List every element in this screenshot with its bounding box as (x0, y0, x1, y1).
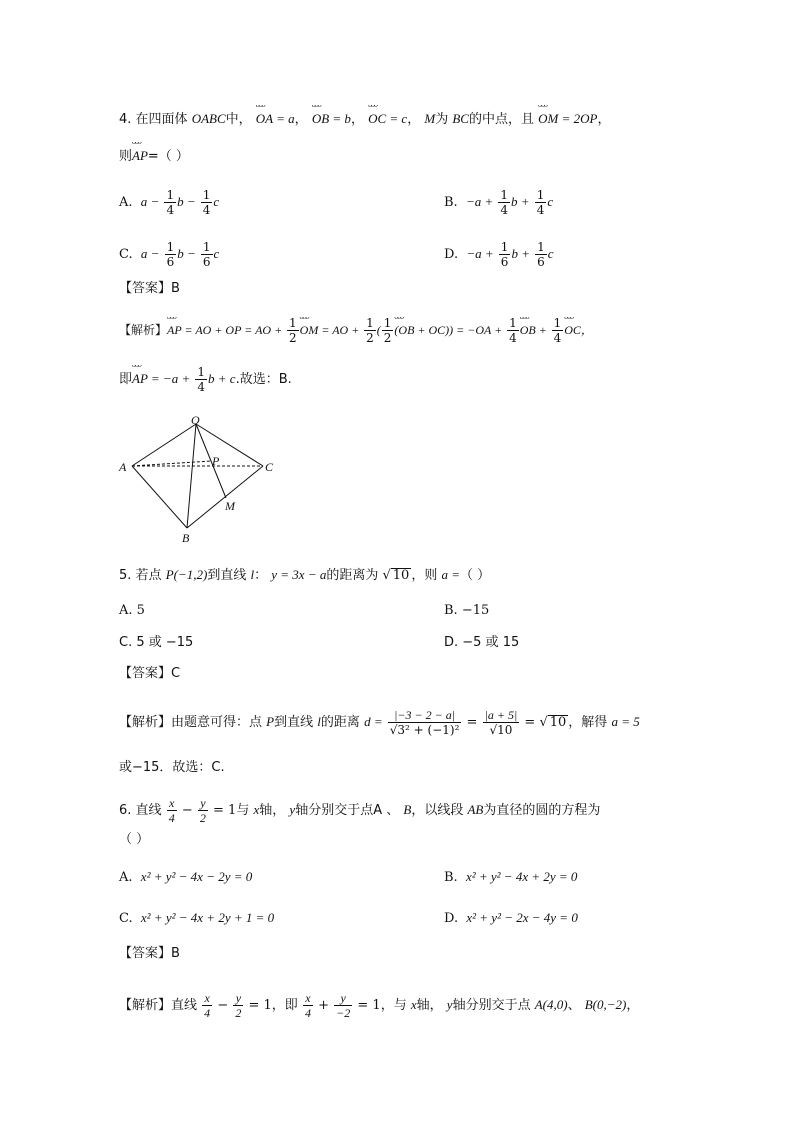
fraction: $\frac{1}{6}$ (166, 240, 175, 269)
q5-answer: 【答案】C (119, 666, 181, 681)
fraction: $\frac{x}{4}$ (204, 991, 211, 1020)
edge-BC (187, 466, 263, 528)
fraction: $\frac{y}{-2}$ (336, 991, 351, 1020)
fraction: $\frac{x}{4}$ (304, 991, 311, 1020)
edge-OB (187, 424, 196, 528)
fraction: $\frac{1}{6}$ (500, 240, 509, 269)
edge-OA (132, 424, 196, 466)
q5-analysis-line2: 或−15．故选：C. (119, 760, 225, 775)
fraction: $\frac{1}{2}$ (289, 316, 297, 345)
q6-analysis-line1: 【解析】直线 $\frac{x}{4}$ − $\frac{y}{2}$ = 1，即 $\frac{x}{4}$ + $\frac{y}{-2}$ = 1，与 x轴， y轴分别交于点 A(4,0)、 B(0,−2)， (119, 991, 640, 1020)
fraction: $\frac{1}{4}$ (509, 316, 517, 345)
q6-option-b: B. x² + y² − 4x + 2y = 0 (444, 869, 578, 885)
q5-stem: 5. 若点 P(−1,2)到直线 l： y = 3x − a的距离为 √ 10 ，则 a =（ ） (119, 567, 491, 583)
label-C: C (265, 460, 274, 474)
fraction: $\frac{y}{2}$ (235, 991, 242, 1020)
fraction: $\frac{1}{4}$ (166, 188, 175, 217)
fraction: $\frac{1}{4}$ (536, 188, 545, 217)
q4-option-b: B. −a + $\frac{1}{4}$ b + $\frac{1}{4}$ c (444, 188, 554, 217)
fraction: $\frac{1}{4}$ (553, 316, 562, 345)
fraction: $\frac{x}{4}$ (168, 796, 175, 825)
q4-ask: 则ᴗᴗᴗ AP=（ ） (119, 149, 189, 163)
fraction: $\frac{1}{4}$ (197, 365, 206, 394)
q5-option-c: C. 5 或 −15 (119, 635, 194, 650)
fraction: $\frac{1}{4}$ (500, 188, 509, 217)
q4-option-c: C. a − $\frac{1}{6}$ b − $\frac{1}{6}$ c (119, 240, 220, 269)
q5-option-b: B. −15 (444, 603, 490, 618)
segment-OM (196, 424, 226, 498)
fraction: $\frac{1}{4}$ (202, 188, 211, 217)
fraction: $\frac{1}{6}$ (202, 240, 211, 269)
q6-option-d: D. x² + y² − 2x − 4y = 0 (444, 910, 578, 926)
label-B: B (182, 531, 190, 545)
label-O: O (191, 414, 200, 427)
fraction: $\frac{1}{6}$ (537, 240, 545, 269)
edge-AB (132, 466, 187, 528)
q4-stem: 4. 在四面体 OABC中， ᴗᴗᴗ OA = a， ᴗᴗᴗ OB = b， ᴗᴗᴗ OC = c， M为 BC的中点，且 ᴗᴗᴗ OM = 2OP， (119, 112, 610, 126)
q4-option-a: A. a − $\frac{1}{4}$ b − $\frac{1}{4}$ c (119, 188, 220, 217)
q6-paren: （ ） (119, 832, 150, 847)
q6-answer: 【答案】B (119, 946, 180, 961)
fraction: $\frac{y}{2}$ (199, 796, 206, 825)
fraction: $\frac{1}{2}$ (383, 316, 392, 345)
q4-answer: 【答案】B (119, 281, 180, 296)
label-M: M (225, 499, 235, 513)
fraction: $\frac{|-3 - 2 - a|}{\text{√3² + (−1)²}}$ (389, 708, 460, 737)
label-P: P (212, 454, 220, 468)
edge-OC (196, 424, 263, 466)
q5-option-a: A. 5 (119, 603, 145, 618)
label-A: A (119, 460, 127, 474)
segment-AP (132, 461, 211, 466)
q5-analysis-line1: 【解析】由题意可得：点 P到直线 l的距离 d = $\frac{|-3 - 2 - a|}{\text{√3² + (−1)²}}$ = $\frac{|a + 5|}{√10}$ = √ 10 ，解得 a = 5 (119, 708, 640, 737)
q6-option-a: A. x² + y² − 4x − 2y = 0 (119, 869, 253, 885)
q4-analysis-line2: 即ᴗᴗᴗ AP = −a + $\frac{1}{4}$ b + c.故选：B. (119, 365, 292, 394)
q4-analysis-line1: 【解析】ᴗᴗᴗ AP = AO + OP = AO + $\frac{1}{2}$ ᴗᴗᴗ OM = AO + $\frac{1}{2}$ ( $\frac{1}{2}$ ᴗᴗᴗ (OB + OC)) = −OA + $\frac{1}{4}$ ᴗᴗᴗ OB + $\frac{1}{4}$ ᴗᴗᴗ OC， (119, 316, 593, 345)
q6-option-c: C. x² + y² − 4x + 2y + 1 = 0 (119, 910, 275, 926)
q6-stem: 6. 直线 $\frac{x}{4}$ − $\frac{y}{2}$ = 1与 x轴， y轴分别交于点A 、 B，以线段 AB为直径的圆的方程为 (119, 796, 601, 825)
tetrahedron-figure (116, 414, 286, 554)
fraction: $\frac{|a + 5|}{√10}$ (484, 708, 518, 737)
q4-option-d: D. −a + $\frac{1}{6}$ b + $\frac{1}{6}$ c (444, 240, 554, 269)
fraction: $\frac{1}{2}$ (366, 316, 374, 345)
q5-option-d: D. −5 或 15 (444, 635, 520, 650)
